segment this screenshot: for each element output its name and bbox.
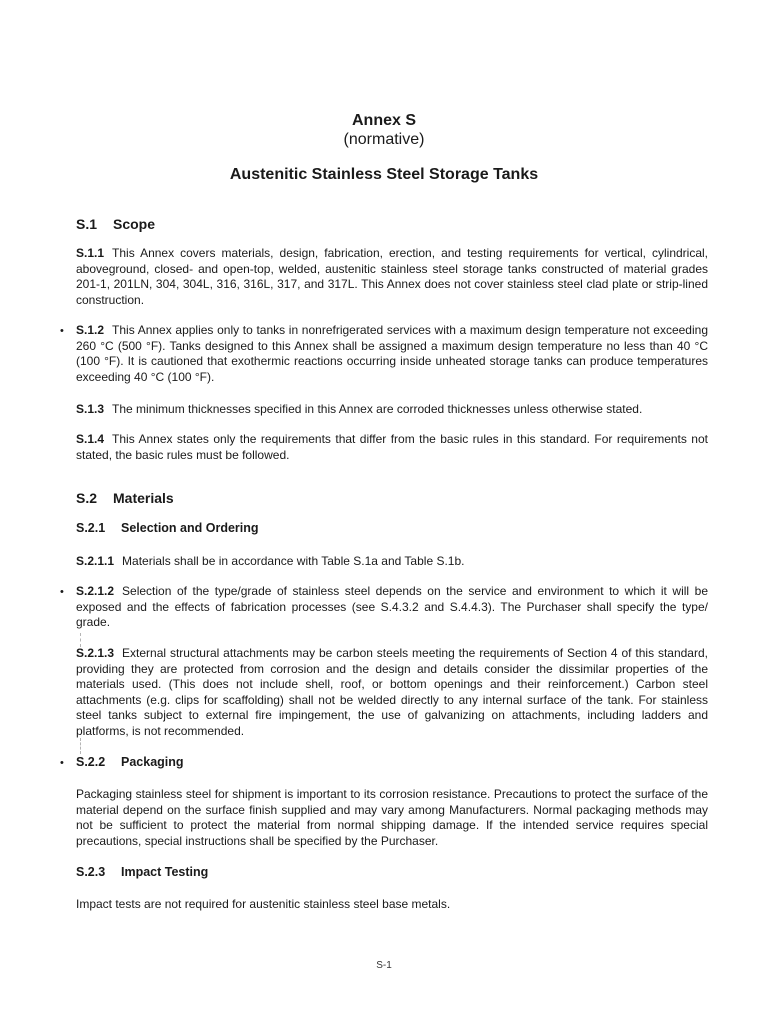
annex-title: Annex S: [351, 112, 416, 129]
document-title: Austenitic Stainless Steel Storage Tanks: [229, 166, 539, 183]
clause-s1-3: [76, 402, 708, 418]
clause-text: External structural attachments may be carbon steels meeting the requirements of Section 4 of this standard, providing they are protected from corrosion and the design and details consider the dissimilar properties of the materials used. (This does not include shell, roof, or bottom openings and their reinforcement.) Carbon steel attachments (e.g. clips for scaffolding) shall not be welded directly to any internal surface of the tank. For stainless steel tanks subject to external fire impingement, the use of galvanizing on attachments, including ladders and platforms, is not recommended.: [76, 646, 708, 738]
clause-s2-1-2: [76, 584, 708, 631]
annex-subtitle: (normative): [343, 131, 425, 148]
clause-number: S.2.1.2: [76, 584, 115, 598]
clause-text: Materials shall be in accordance with Table S.1a and Table S.1b.: [122, 554, 465, 568]
change-bullet-icon: •: [60, 325, 64, 337]
section-number: S.1: [76, 216, 98, 232]
clause-number: S.1.4: [76, 432, 105, 446]
clause-text: Selection of the type/grade of stainless steel depends on the service and environment to which it will be exposed and the effects of fabrication processes (see S.4.3.2 and S.4.4.3). The Purchaser shall specify the type/ grade.: [76, 584, 708, 629]
section-number: S.2: [76, 490, 98, 506]
section-title: Materials: [113, 490, 174, 506]
clause-number: S.1.1: [76, 246, 105, 260]
change-bar-line: [80, 633, 81, 647]
subsection-number: S.2.2: [76, 755, 106, 769]
clause-s2-1-1: [76, 554, 708, 570]
clause-number: S.2.1.1: [76, 554, 115, 568]
clause-text: This Annex covers materials, design, fabrication, erection, and testing requirements for vertical, cylindrical, aboveground, closed- and open-top, welded, austenitic stainless steel storage tanks constructed of material grades 201-1, 201LN, 304, 304L, 316, 316L, 317, and 317L. This Annex does not cover stainless steel clad plate or strip-lined construction.: [76, 246, 708, 307]
subsection-title: Impact Testing: [121, 865, 209, 879]
change-bullet-icon: •: [60, 586, 64, 598]
section-title: Scope: [113, 216, 156, 232]
clause-s1-2: [76, 323, 708, 385]
subsection-heading-s2-2: [76, 755, 184, 769]
section-heading-s2: [76, 490, 174, 506]
clause-s1-4: [76, 432, 708, 463]
change-bullet-icon: •: [60, 757, 64, 769]
subsection-title: Selection and Ordering: [121, 521, 259, 535]
section-heading-s1: [76, 216, 155, 232]
paragraph-s2-3: Impact tests are not required for austenitic stainless steel base metals.: [76, 897, 451, 911]
clause-text: This Annex states only the requirements that differ from the basic rules in this standard. For requirements not stated, the basic rules must be followed.: [76, 432, 708, 462]
clause-text: The minimum thicknesses specified in this Annex are corroded thicknesses unless otherwise stated.: [112, 402, 643, 416]
subsection-number: S.2.3: [76, 865, 106, 879]
subsection-number: S.2.1: [76, 521, 106, 535]
clause-number: S.2.1.3: [76, 646, 115, 660]
paragraph-s2-2: Packaging stainless steel for shipment is important to its corrosion resistance. Precautions to protect the surface of the material depend on the surface finish supplied and may vary among Manufacturers. Normal packaging methods may not be sufficient to protect the material from normal shipping damage. If the intended service requires special precautions, special instructions shall be specified by the Purchaser.: [76, 787, 708, 848]
clause-text: This Annex applies only to tanks in nonrefrigerated services with a maximum design temperature not exceeding 260 °C (500 °F). Tanks designed to this Annex shall be assigned a maximum design temperature no less than 40 °C (100 °F). It is cautioned that exothermic reactions occurring inside unheated storage tanks can produce temperatures exceeding 40 °C (100 °F).: [76, 323, 708, 384]
clause-s2-1-3: [76, 646, 708, 739]
subsection-heading-s2-3: [76, 865, 208, 879]
subsection-heading-s2-1: [76, 521, 259, 535]
clause-s1-1: [76, 246, 708, 308]
subsection-title: Packaging: [121, 755, 184, 769]
clause-number: S.1.3: [76, 402, 105, 416]
page-number: S-1: [376, 960, 392, 971]
clause-number: S.1.2: [76, 323, 105, 337]
change-bar-line: [80, 738, 81, 754]
